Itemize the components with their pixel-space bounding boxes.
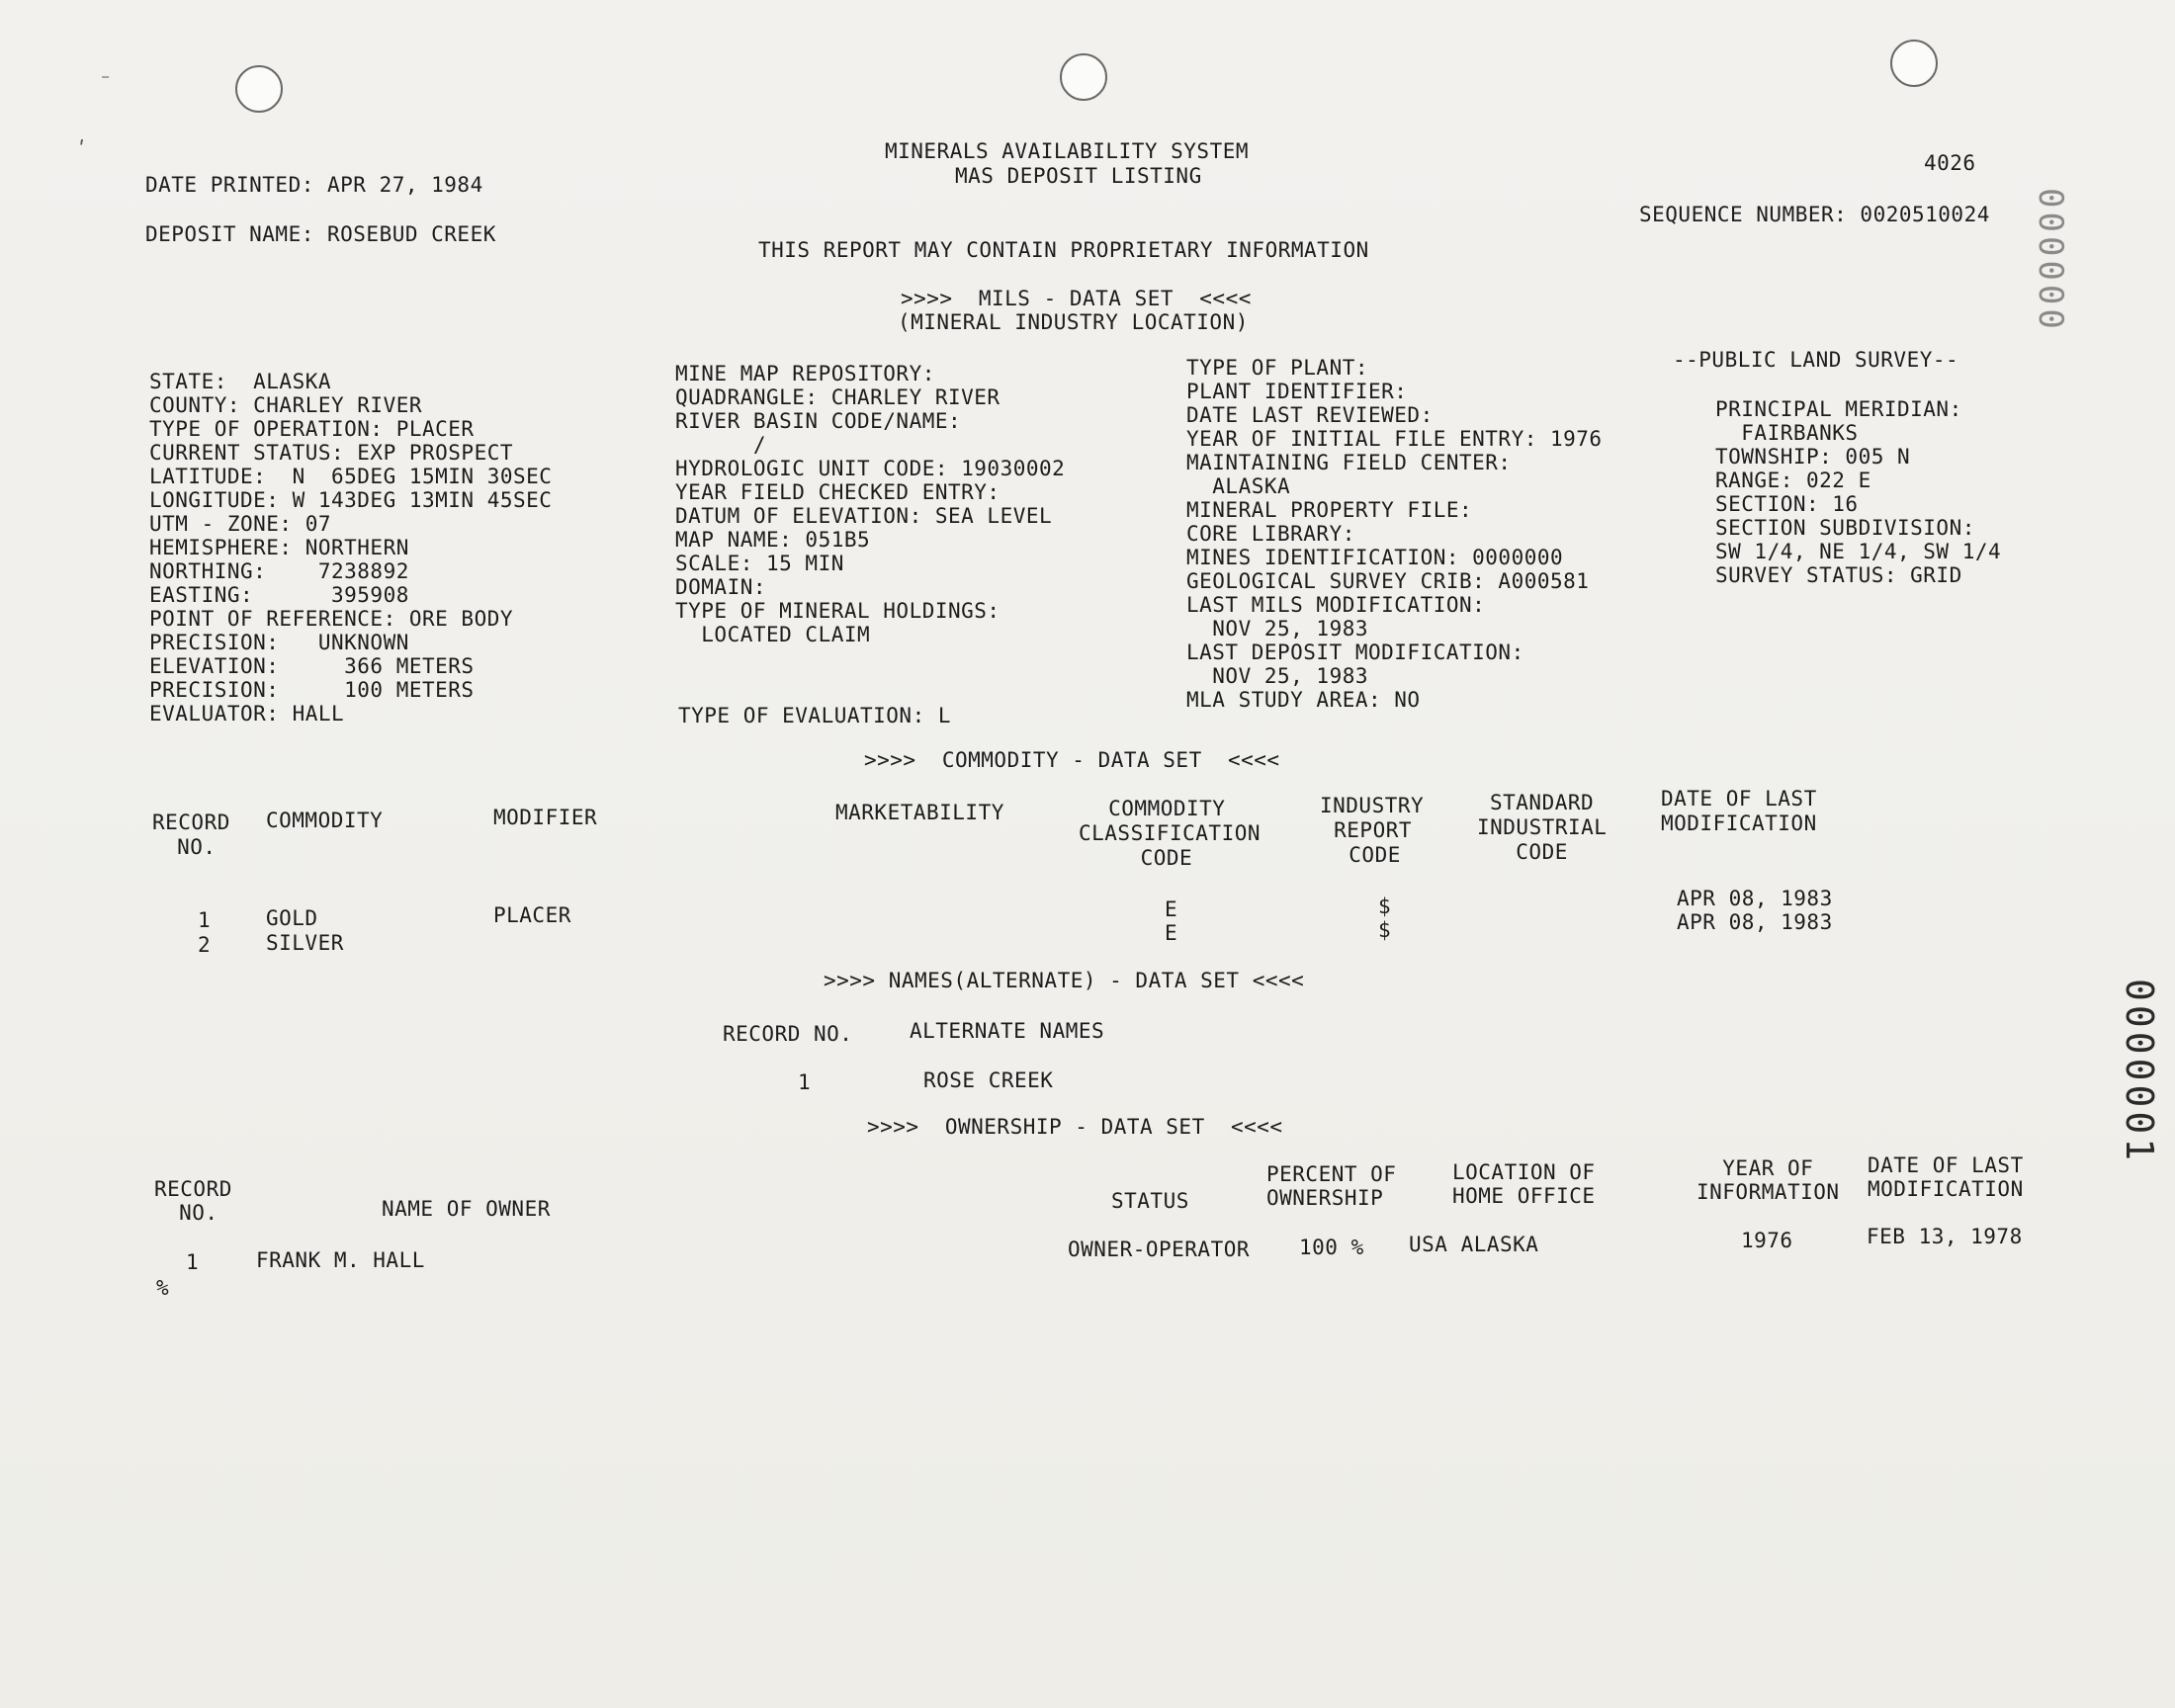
field-line: PLANT IDENTIFIER: <box>1186 380 1408 403</box>
field-line: PRINCIPAL MERIDIAN: <box>1715 397 1962 421</box>
col-header-home-office: LOCATION OF <box>1452 1160 1596 1184</box>
field-line: SECTION: 16 <box>1715 492 1859 516</box>
commodity-date: APR 08, 1983 <box>1677 910 1833 934</box>
listing-title: MAS DEPOSIT LISTING <box>955 164 1202 188</box>
col-header-report-code: REPORT <box>1321 818 1413 842</box>
punch-hole-left <box>235 65 283 113</box>
deposit-name: DEPOSIT NAME: ROSEBUD CREEK <box>145 222 496 246</box>
mils-column-1 <box>149 370 663 726</box>
field-line: RANGE: 022 E <box>1715 469 1871 492</box>
col-header-marketability: MARKETABILITY <box>835 801 1004 824</box>
field-line: LAST MILS MODIFICATION: <box>1186 593 1486 617</box>
field-line: LATITUDE: N 65DEG 15MIN 30SEC <box>149 465 553 488</box>
field-line: TYPE OF MINERAL HOLDINGS: <box>675 599 1000 623</box>
field-line: UTM - ZONE: 07 <box>149 512 332 536</box>
commodity-class-code: E <box>1165 897 1178 921</box>
owner-location: USA ALASKA <box>1409 1233 1539 1256</box>
field-line: SW 1/4, NE 1/4, SW 1/4 <box>1715 540 2002 563</box>
field-line: TYPE OF OPERATION: PLACER <box>149 417 475 441</box>
alternate-record-no: 1 <box>798 1070 812 1094</box>
commodity-modifier: PLACER <box>493 903 571 927</box>
field-line: DATE LAST REVIEWED: <box>1186 403 1434 427</box>
field-line: GEOLOGICAL SURVEY CRIB: A000581 <box>1186 569 1590 593</box>
field-line: COUNTY: CHARLEY RIVER <box>149 393 423 417</box>
col-header-year: YEAR OF <box>1696 1156 1814 1180</box>
col-header-percent: PERCENT OF <box>1266 1162 1397 1186</box>
commodity-name: GOLD <box>266 906 318 930</box>
public-land-survey-heading: --PUBLIC LAND SURVEY-- <box>1673 348 1959 372</box>
commodity-report-code: $ <box>1378 895 1392 918</box>
col-header-last-modification: MODIFICATION <box>1868 1177 2024 1201</box>
field-line: LAST DEPOSIT MODIFICATION: <box>1186 640 1524 664</box>
names-heading: >>>> NAMES(ALTERNATE) - DATA SET <<<< <box>824 969 1305 992</box>
ownership-heading: >>>> OWNERSHIP - DATA SET <<<< <box>867 1115 1283 1139</box>
field-line: YEAR FIELD CHECKED ENTRY: <box>675 480 1000 504</box>
commodity-date: APR 08, 1983 <box>1677 887 1833 910</box>
page-number: 4026 <box>1924 151 1976 175</box>
field-line: ALASKA <box>1186 474 1291 498</box>
field-line: MINE MAP REPOSITORY: <box>675 362 935 385</box>
commodity-record-no: 1 <box>198 908 212 932</box>
col-header-record: NO. <box>166 1201 218 1225</box>
field-line: CURRENT STATUS: EXP PROSPECT <box>149 441 514 465</box>
field-line: RIVER BASIN CODE/NAME: <box>675 409 962 433</box>
field-line: NOV 25, 1983 <box>1186 664 1369 688</box>
field-line: DOMAIN: <box>675 575 767 599</box>
col-header-report-code: CODE <box>1323 843 1401 867</box>
field-line: HEMISPHERE: NORTHERN <box>149 536 409 559</box>
end-of-record-mark: % <box>156 1276 170 1300</box>
col-header-report-code: INDUSTRY <box>1320 794 1425 817</box>
col-header-sic: CODE <box>1490 840 1568 864</box>
col-header-record: RECORD <box>154 1177 232 1201</box>
col-header-alternate-names: ALTERNATE NAMES <box>910 1019 1105 1043</box>
punch-hole-center <box>1060 53 1107 101</box>
col-header-last-modification: DATE OF LAST <box>1661 787 1817 811</box>
commodity-report-code: $ <box>1378 918 1392 942</box>
field-line: HYDROLOGIC UNIT CODE: 19030002 <box>675 457 1066 480</box>
col-header-record: RECORD NO. <box>723 1022 853 1046</box>
field-line: QUADRANGLE: CHARLEY RIVER <box>675 385 1000 409</box>
system-title: MINERALS AVAILABILITY SYSTEM <box>885 139 1250 163</box>
mils-column-2 <box>675 362 1170 646</box>
sequence-number: SEQUENCE NUMBER: 0020510024 <box>1639 203 1990 226</box>
field-line: PRECISION: 100 METERS <box>149 678 475 702</box>
field-line: SECTION SUBDIVISION: <box>1715 516 1975 540</box>
owner-year: 1976 <box>1741 1229 1793 1252</box>
field-line: LONGITUDE: W 143DEG 13MIN 45SEC <box>149 488 553 512</box>
stamp-number-top: 000000 <box>2031 188 2070 333</box>
pencil-mark: ⁻ <box>99 69 113 94</box>
field-line: MLA STUDY AREA: NO <box>1186 688 1421 712</box>
field-line: FAIRBANKS <box>1715 421 1859 445</box>
field-line: NOV 25, 1983 <box>1186 617 1369 640</box>
field-line: LOCATED CLAIM <box>675 623 871 646</box>
col-header-modifier: MODIFIER <box>493 806 598 829</box>
owner-record-no: 1 <box>186 1250 200 1274</box>
proprietary-notice: THIS REPORT MAY CONTAIN PROPRIETARY INFORMATION <box>758 238 1369 262</box>
field-line: / <box>675 433 767 457</box>
field-line: MINES IDENTIFICATION: 0000000 <box>1186 546 1564 569</box>
field-line: SURVEY STATUS: GRID <box>1715 563 1962 587</box>
punch-hole-right <box>1890 40 1938 87</box>
col-header-last-modification: MODIFICATION <box>1661 811 1817 835</box>
field-line: TYPE OF PLANT: <box>1186 356 1369 380</box>
alternate-name: ROSE CREEK <box>923 1068 1054 1092</box>
field-line: DATUM OF ELEVATION: SEA LEVEL <box>675 504 1053 528</box>
col-header-last-modification: DATE OF LAST <box>1868 1153 2024 1177</box>
field-line: MAP NAME: 051B5 <box>675 528 871 552</box>
col-header-status: STATUS <box>1111 1189 1189 1213</box>
mils-subheading: (MINERAL INDUSTRY LOCATION) <box>898 310 1249 334</box>
col-header-sic: STANDARD <box>1490 791 1595 814</box>
col-header-record: RECORD <box>152 811 230 834</box>
col-header-owner-name: NAME OF OWNER <box>382 1197 551 1221</box>
col-header-classification: CODE <box>1088 846 1193 870</box>
col-header-home-office: HOME OFFICE <box>1452 1184 1596 1208</box>
field-line: YEAR OF INITIAL FILE ENTRY: 1976 <box>1186 427 1603 451</box>
owner-percent: 100 % <box>1299 1236 1364 1259</box>
commodity-class-code: E <box>1165 921 1178 945</box>
col-header-commodity: COMMODITY <box>266 809 384 832</box>
col-header-classification: COMMODITY <box>1095 797 1226 820</box>
col-header-percent: OWNERSHIP <box>1266 1186 1384 1210</box>
col-header-sic: INDUSTRIAL <box>1477 815 1608 839</box>
col-header-classification: CLASSIFICATION <box>1079 821 1262 845</box>
field-line: PRECISION: UNKNOWN <box>149 631 409 654</box>
field-line: POINT OF REFERENCE: ORE BODY <box>149 607 514 631</box>
owner-last-modification: FEB 13, 1978 <box>1867 1225 2023 1248</box>
field-line: CORE LIBRARY: <box>1186 522 1355 546</box>
owner-status: OWNER-OPERATOR <box>1068 1238 1251 1261</box>
col-header-year: INFORMATION <box>1696 1180 1840 1204</box>
stamp-number-mid: 0000001 <box>2118 979 2161 1165</box>
field-line: EASTING: 395908 <box>149 583 409 607</box>
field-line: NORTHING: 7238892 <box>149 559 409 583</box>
pencil-mark: ʹ <box>75 138 89 163</box>
field-line: MINERAL PROPERTY FILE: <box>1186 498 1473 522</box>
field-line: MAINTAINING FIELD CENTER: <box>1186 451 1512 474</box>
mils-heading: >>>> MILS - DATA SET <<<< <box>901 287 1252 310</box>
field-line: STATE: ALASKA <box>149 370 332 393</box>
field-line: ELEVATION: 366 METERS <box>149 654 475 678</box>
date-printed: DATE PRINTED: APR 27, 1984 <box>145 173 483 197</box>
col-header-record: NO. <box>164 835 217 859</box>
owner-name: FRANK M. HALL <box>256 1248 425 1272</box>
field-line: EVALUATOR: HALL <box>149 702 345 726</box>
type-of-evaluation: TYPE OF EVALUATION: L <box>678 704 952 727</box>
mils-column-3 <box>1186 356 1700 712</box>
field-line: SCALE: 15 MIN <box>675 552 844 575</box>
field-line: TOWNSHIP: 005 N <box>1715 445 1911 469</box>
commodity-name: SILVER <box>266 931 344 955</box>
commodity-record-no: 2 <box>198 933 212 957</box>
commodity-heading: >>>> COMMODITY - DATA SET <<<< <box>864 748 1280 772</box>
mils-column-4 <box>1715 397 2111 587</box>
